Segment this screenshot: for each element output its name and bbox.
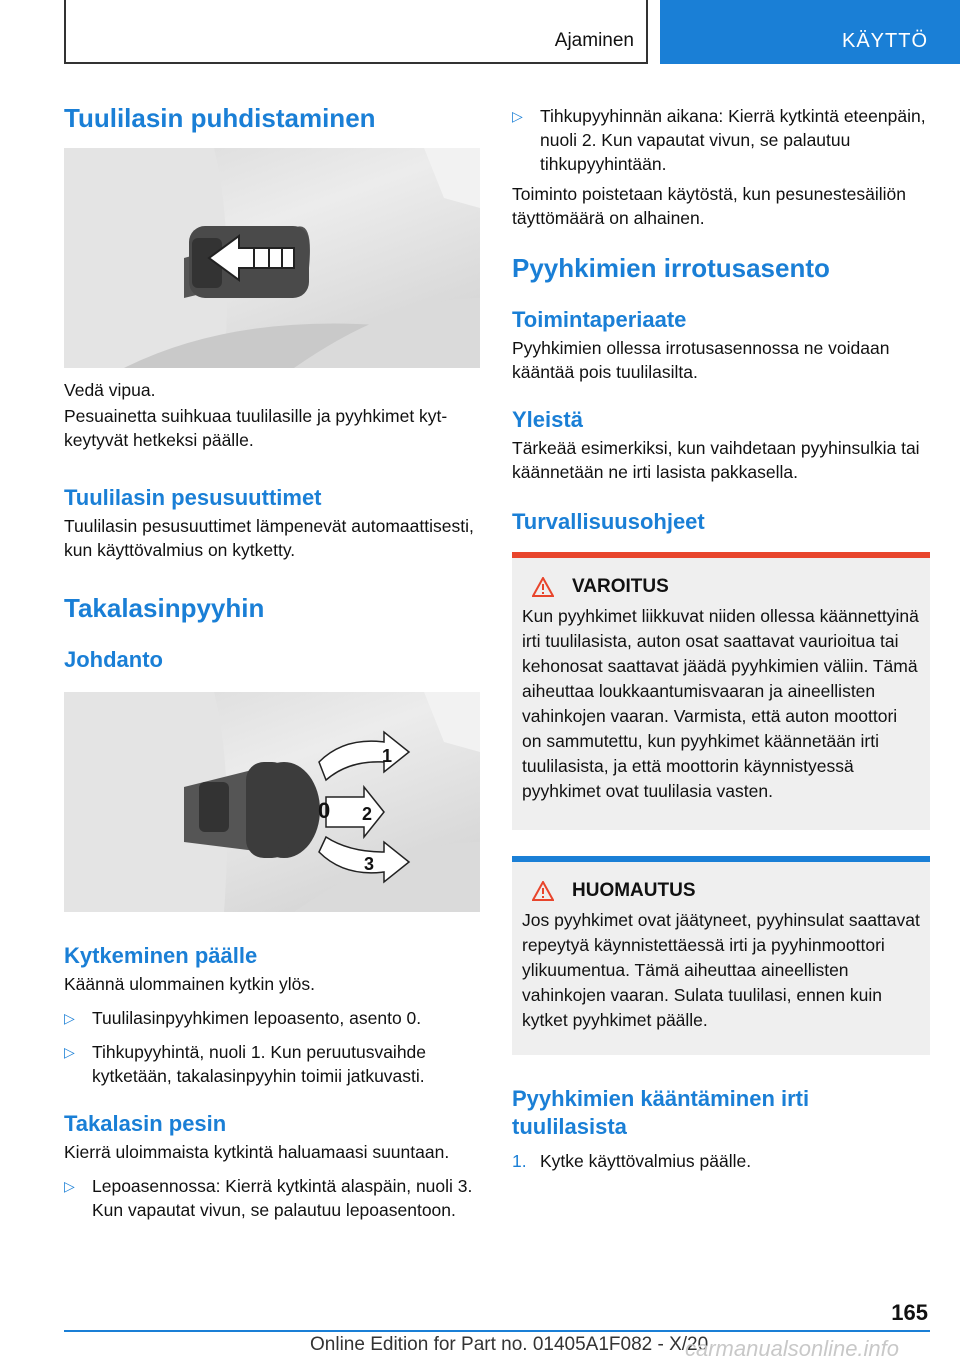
img2-label-3: 3 (364, 854, 375, 874)
list-item (64, 1174, 480, 1222)
list-item (64, 1006, 480, 1030)
bullet-intermittent-forward: Tihkupyyhinnän aikana: Kierrä kytkintä eteenpäin, nuoli 2. Kun vapautat vivun, se palautuu tihkupyyhintään. (540, 106, 926, 174)
heading-general: Yleistä (512, 407, 583, 432)
bullet-intermittent: Tihkupyyhintä, nuoli 1. Kun peruutusvaihde kytketään, takalasinpyyhin toimii jatkuvasti. (92, 1042, 427, 1086)
page-number: 165 (891, 1300, 928, 1325)
text-disabled: Toiminto poistetaan käytöstä, kun pesunestesäiliön täyttömäärä on alhainen. (512, 184, 906, 228)
bullet-marker: ▷ (64, 1010, 75, 1026)
text-principle: Pyyhkimien ollessa irrotusasennossa ne voidaan kääntää pois tuulilasilta. (512, 338, 890, 382)
warning-box (512, 552, 930, 830)
heading-switch-on: Kytkeminen päälle (64, 943, 258, 968)
text-turn-switch: Käännä ulommainen kytkin ylös. (64, 974, 315, 994)
img2-label-0: 0 (318, 798, 331, 823)
text-spray: Pesuainetta suihkuaa tuulilasille ja pyyhkimet kytkeytyvät hetkeksi päälle. (64, 406, 448, 450)
watermark: carmanualsonline.info (685, 1336, 900, 1361)
lever-pull-illustration (64, 148, 480, 368)
heading-windshield-cleaning: Tuulilasin puhdistaminen (64, 103, 376, 133)
heading-rear-wiper: Takalasinpyyhin (64, 593, 265, 623)
warning-text: Kun pyyhkimet liikkuvat niiden ollessa käännettyinä irti tuulilasista, auton osat saattavat vaurioitua tai kehonosat saattavat jäädä pyyhkimien väliin. Tämä aiheuttaa loukkaantumisvaaran ja aineellisten vahinkojen vaaran. Varmista, että auton moottori on sammutettu, kun pyyhkimet käännetään irti tuulilasista, ja että moottorin käynnistyessä pyyhkimet ovat tuulilasia vasten. (522, 606, 919, 801)
notice-title: HUOMAUTUS (572, 880, 696, 901)
header-section: Ajaminen (554, 30, 634, 51)
heading-principle: Toimintaperiaate (512, 307, 687, 332)
bullet-rest-position: Tuulilasinpyyhkimen lepoasento, asento 0. (92, 1008, 422, 1028)
heading-fold-out: Pyyhkimien kääntäminen irti tuulilasista (512, 1086, 810, 1139)
text-nozzles: Tuulilasin pesusuuttimet lämpenevät automaattisesti, kun käyttövalmius on kytketty. (64, 516, 474, 560)
bullet-marker: ▷ (512, 108, 523, 124)
heading-introduction: Johdanto (64, 647, 163, 672)
rear-wiper-switch-drawing (64, 692, 480, 912)
step-number: 1. (512, 1151, 527, 1171)
text-pull-lever: Vedä vipua. (64, 380, 156, 400)
list-item (64, 1040, 480, 1088)
step-text: Kytke käyttövalmius päälle. (540, 1151, 752, 1171)
heading-rear-washer: Takalasin pesin (64, 1111, 227, 1136)
text-general: Tärkeää esimerkiksi, kun vaihdetaan pyyhinsulkia tai käännetään ne irti lasista pakkasella. (512, 438, 920, 482)
warning-title: VAROITUS (572, 576, 669, 597)
header-section-tab (64, 0, 648, 64)
list-item (512, 104, 930, 176)
text-rotate-switch: Kierrä uloimmaista kytkintä haluamaasi suuntaan. (64, 1142, 450, 1162)
footer-divider (64, 1330, 930, 1332)
warning-triangle-icon (532, 881, 554, 901)
header-chapter-tab (660, 0, 960, 64)
bullet-marker: ▷ (64, 1044, 75, 1060)
bullet-marker: ▷ (64, 1178, 75, 1194)
img2-label-2: 2 (362, 804, 373, 824)
header-chapter: KÄYTTÖ (841, 30, 928, 52)
notice-title-row (522, 880, 920, 902)
warning-triangle-icon (532, 577, 554, 597)
list-item (512, 1149, 930, 1173)
heading-nozzles: Tuulilasin pesusuuttimet (64, 485, 322, 510)
heading-safety: Turvallisuusohjeet (512, 509, 705, 534)
left-column (64, 100, 480, 1222)
bullet-rest-down: Lepoasennossa: Kierrä kytkintä alaspäin, nuoli 3. Kun vapautat vivun, se palautuu lepoasentoon. (92, 1176, 473, 1220)
heading-fold-position: Pyyhkimien irrotusasento (512, 253, 830, 283)
lever-pull-drawing (64, 148, 480, 368)
notice-text: Jos pyyhkimet ovat jäätyneet, pyyhinsulat saattavat repeytyä käynnistettäessä irti ja pyyhinmoottori ylikuumentua. Tämä aiheuttaa aineellisten vahinkojen vaaran. Sulata tuulilasi, ennen kuin kytket pyyhkimet päälle. (522, 910, 920, 1030)
footer-edition: Online Edition for Part no. 01405A1F082 - X/20 (310, 1334, 709, 1355)
right-column (512, 104, 930, 1173)
notice-box (512, 856, 930, 1055)
warning-title-row (522, 576, 920, 598)
rear-wiper-switch-illustration (64, 692, 480, 912)
img2-label-1: 1 (382, 746, 393, 766)
